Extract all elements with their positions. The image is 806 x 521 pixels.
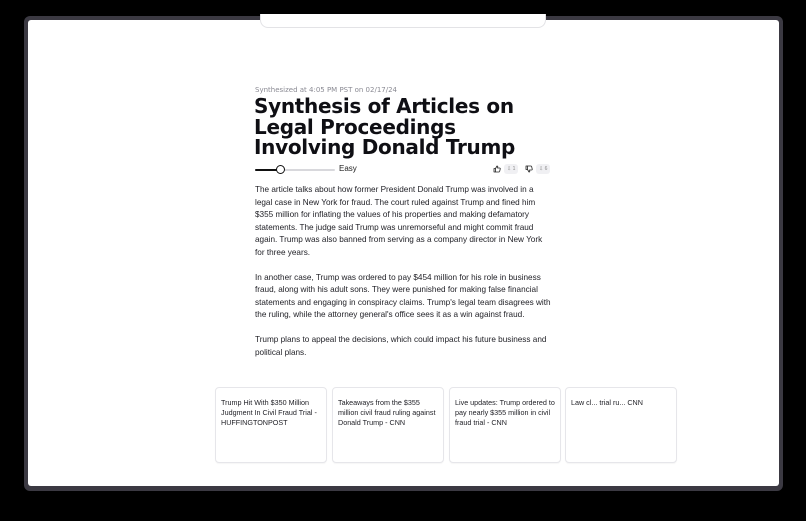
source-carousel[interactable]	[215, 387, 643, 463]
reading-level-label: Easy	[339, 164, 357, 173]
source-title: Live updates: Trump ordered to pay nearly $355 million in civil fraud trial - CNN	[455, 398, 555, 428]
source-title: Takeaways from the $355 million civil fraud ruling against Donald Trump - CNN	[338, 398, 436, 428]
article-paragraph: The article talks about how former President Donald Trump was involved in a legal case in New York for fraud. The court ruled against Trump and fined him $355 million for inflating the values of his properties and making defamatory statements. The judge said Trump was unremorseful and might commit fraud again. Trump was also banned from serving as a company director in New York for three years.	[255, 185, 543, 257]
dislike-button[interactable]	[525, 163, 550, 175]
source-card[interactable]	[565, 387, 677, 463]
article-paragraph: In another case, Trump was ordered to pay $454 million for his role in business fraud, along with his adult sons. They were punished for making false financial statements and engaging in conspiracy claims. Trump's legal team disagrees with the ruling, while the attorney general's office sees it as a win against fraud.	[255, 272, 551, 319]
thumbs-down-icon	[525, 160, 533, 178]
thumbs-up-icon	[493, 160, 501, 178]
source-card[interactable]	[215, 387, 327, 463]
reading-level-slider-thumb[interactable]	[276, 165, 285, 174]
dislike-count: ⇩ 6	[536, 164, 550, 174]
article-paragraph: Trump plans to appeal the decisions, which could impact his future business and political plans.	[255, 335, 547, 357]
source-title: Trump Hit With $350 Million Judgment In Civil Fraud Trial - HUFFINGTONPOST	[221, 398, 317, 428]
source-card[interactable]	[449, 387, 561, 463]
source-title: Law cl... trial ru... CNN	[571, 398, 643, 407]
article-title: Synthesis of Articles on Legal Proceedings Involving Donald Trump	[254, 94, 516, 159]
like-button[interactable]	[493, 163, 518, 175]
synthesis-timestamp: Synthesized at 4:05 PM PST on 02/17/24	[255, 86, 397, 94]
like-count: ⇩ 1	[504, 164, 518, 174]
source-card[interactable]	[332, 387, 444, 463]
article-controls	[255, 163, 551, 177]
article-body	[255, 184, 553, 372]
previous-card	[260, 14, 546, 28]
app-screen	[28, 20, 779, 486]
